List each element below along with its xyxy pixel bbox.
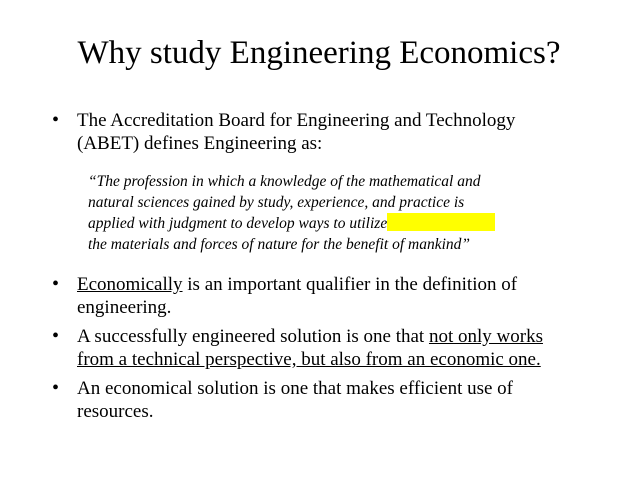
successful-underlined1: not only works	[428, 326, 543, 347]
bullet-abet	[77, 109, 515, 155]
bullet-dot: •	[52, 325, 60, 347]
bullet-economical-line1: An economical solution is one that makes efficient use of	[77, 378, 514, 399]
bullet-economically-line1	[77, 273, 517, 296]
bullet-successful-line1	[77, 325, 543, 348]
bullet-abet-line1: The Accreditation Board for Engineering and Technology	[77, 110, 516, 131]
bullet-dot: •	[52, 377, 60, 399]
economically-underlined: Economically	[77, 274, 183, 295]
quote-line4: the materials and forces of nature for the benefit of mankind”	[88, 235, 471, 253]
quote-line1: “The profession in which a knowledge of the mathematical and	[88, 173, 481, 190]
quote-line3-text: applied with judgment to develop ways to utilize	[88, 215, 388, 232]
bullet-economically-line2: engineering.	[77, 297, 172, 318]
bullet-economical-solution	[77, 377, 513, 423]
abet-definition-quote	[88, 172, 495, 255]
slide-title: Why study Engineering Economics?	[77, 35, 561, 71]
bullet-economical-line2: resources.	[77, 401, 154, 422]
bullet-economically	[77, 273, 517, 319]
bullet-dot: •	[52, 109, 60, 131]
economically-rest: is an important qualifier in the definition of	[182, 274, 518, 295]
bullet-abet-line2: (ABET) defines Engineering as:	[77, 133, 323, 154]
successful-plain: A successfully engineered solution is one that	[77, 326, 429, 347]
quote-line3	[88, 213, 495, 235]
highlight-mark	[387, 213, 495, 231]
bullet-successful-solution	[77, 325, 543, 371]
successful-underlined2: from a technical perspective, but also from an economic one.	[77, 349, 541, 370]
quote-line2: natural sciences gained by study, experience, and practice is	[88, 193, 465, 211]
bullet-dot: •	[52, 273, 60, 295]
